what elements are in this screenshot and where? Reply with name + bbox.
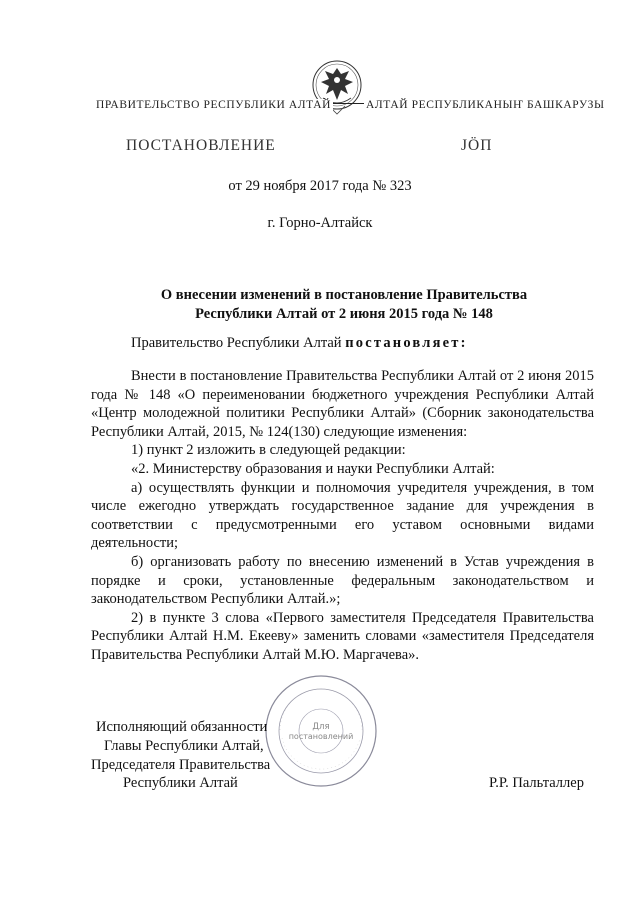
title-line-2: Республики Алтай от 2 июня 2015 года № 148 (195, 306, 493, 322)
preamble (131, 335, 468, 352)
paragraph-main: Внести в постановление Правительства Республики Алтай от 2 июня 2015 года № 148 «О переименовании бюджетного учреждения Республики Алтай «Центр молодежной политики Республики Алтай» (Сборник законодательства Республики Алтай, 2015, № 124(130) следующие изменения: (91, 368, 594, 440)
signatory-position-4: Республики Алтай (123, 775, 238, 791)
paragraph-item-2: «2. Министерству образования и науки Республики Алтай: (131, 460, 495, 477)
document-title (96, 286, 592, 324)
paragraph-item-b: б) организовать работу по внесению изменений в Устав учреждения в порядке и сроки, установленные федеральным законодательством и законодательством Республики Алтай.»; (91, 553, 594, 608)
signatory-name: Р.Р. Пальталлер (489, 775, 584, 791)
stamp-center-line-1: Для (312, 722, 330, 732)
title-line-1: О внесении изменений в постановление Правительства (160, 287, 528, 303)
paragraph-item-a: а) осуществлять функции и полномочия учредителя учреждения, в том числе ежегодно утверждать государственное задание для учреждения в соответствии с предусмотренными его уставом основными видами деятельности; (91, 479, 594, 552)
document-city: г. Горно-Алтайск (267, 215, 373, 231)
stamp-center-line-2: постановлений (288, 732, 354, 741)
document-type-ru: ПОСТАНОВЛЕНИЕ (126, 137, 276, 154)
signatory-position-2: Главы Республики Алтай, (104, 738, 264, 754)
official-stamp (262, 672, 380, 790)
document-type-alt: ЈӦП (461, 137, 493, 154)
document-date-number: от 29 ноября 2017 года № 323 (228, 178, 412, 194)
signatory-position-1: Исполняющий обязанности (96, 719, 268, 735)
document-body (91, 367, 594, 665)
government-name-ru: ПРАВИТЕЛЬСТВО РЕСПУБЛИКИ АЛТАЙ (96, 99, 332, 111)
paragraph-item-1: 1) пункт 2 изложить в следующей редакции: (131, 442, 406, 459)
signatory-position-3: Председателя Правительства (91, 757, 271, 773)
government-name-alt: АЛТАЙ РЕСПУБЛИКАНЫҤ БАШКАРУЗЫ (366, 99, 605, 111)
preamble-verb: постановляет: (345, 335, 468, 351)
preamble-subject: Правительство Республики Алтай (131, 335, 342, 351)
paragraph-item-3: 2) в пункте 3 слова «Первого заместителя Председателя Правительства Республики Алтай Н.М. Екееву» заменить словами «заместителя Председателя Правительства Республики Алтай М.Ю. Маргачева». (91, 609, 594, 663)
